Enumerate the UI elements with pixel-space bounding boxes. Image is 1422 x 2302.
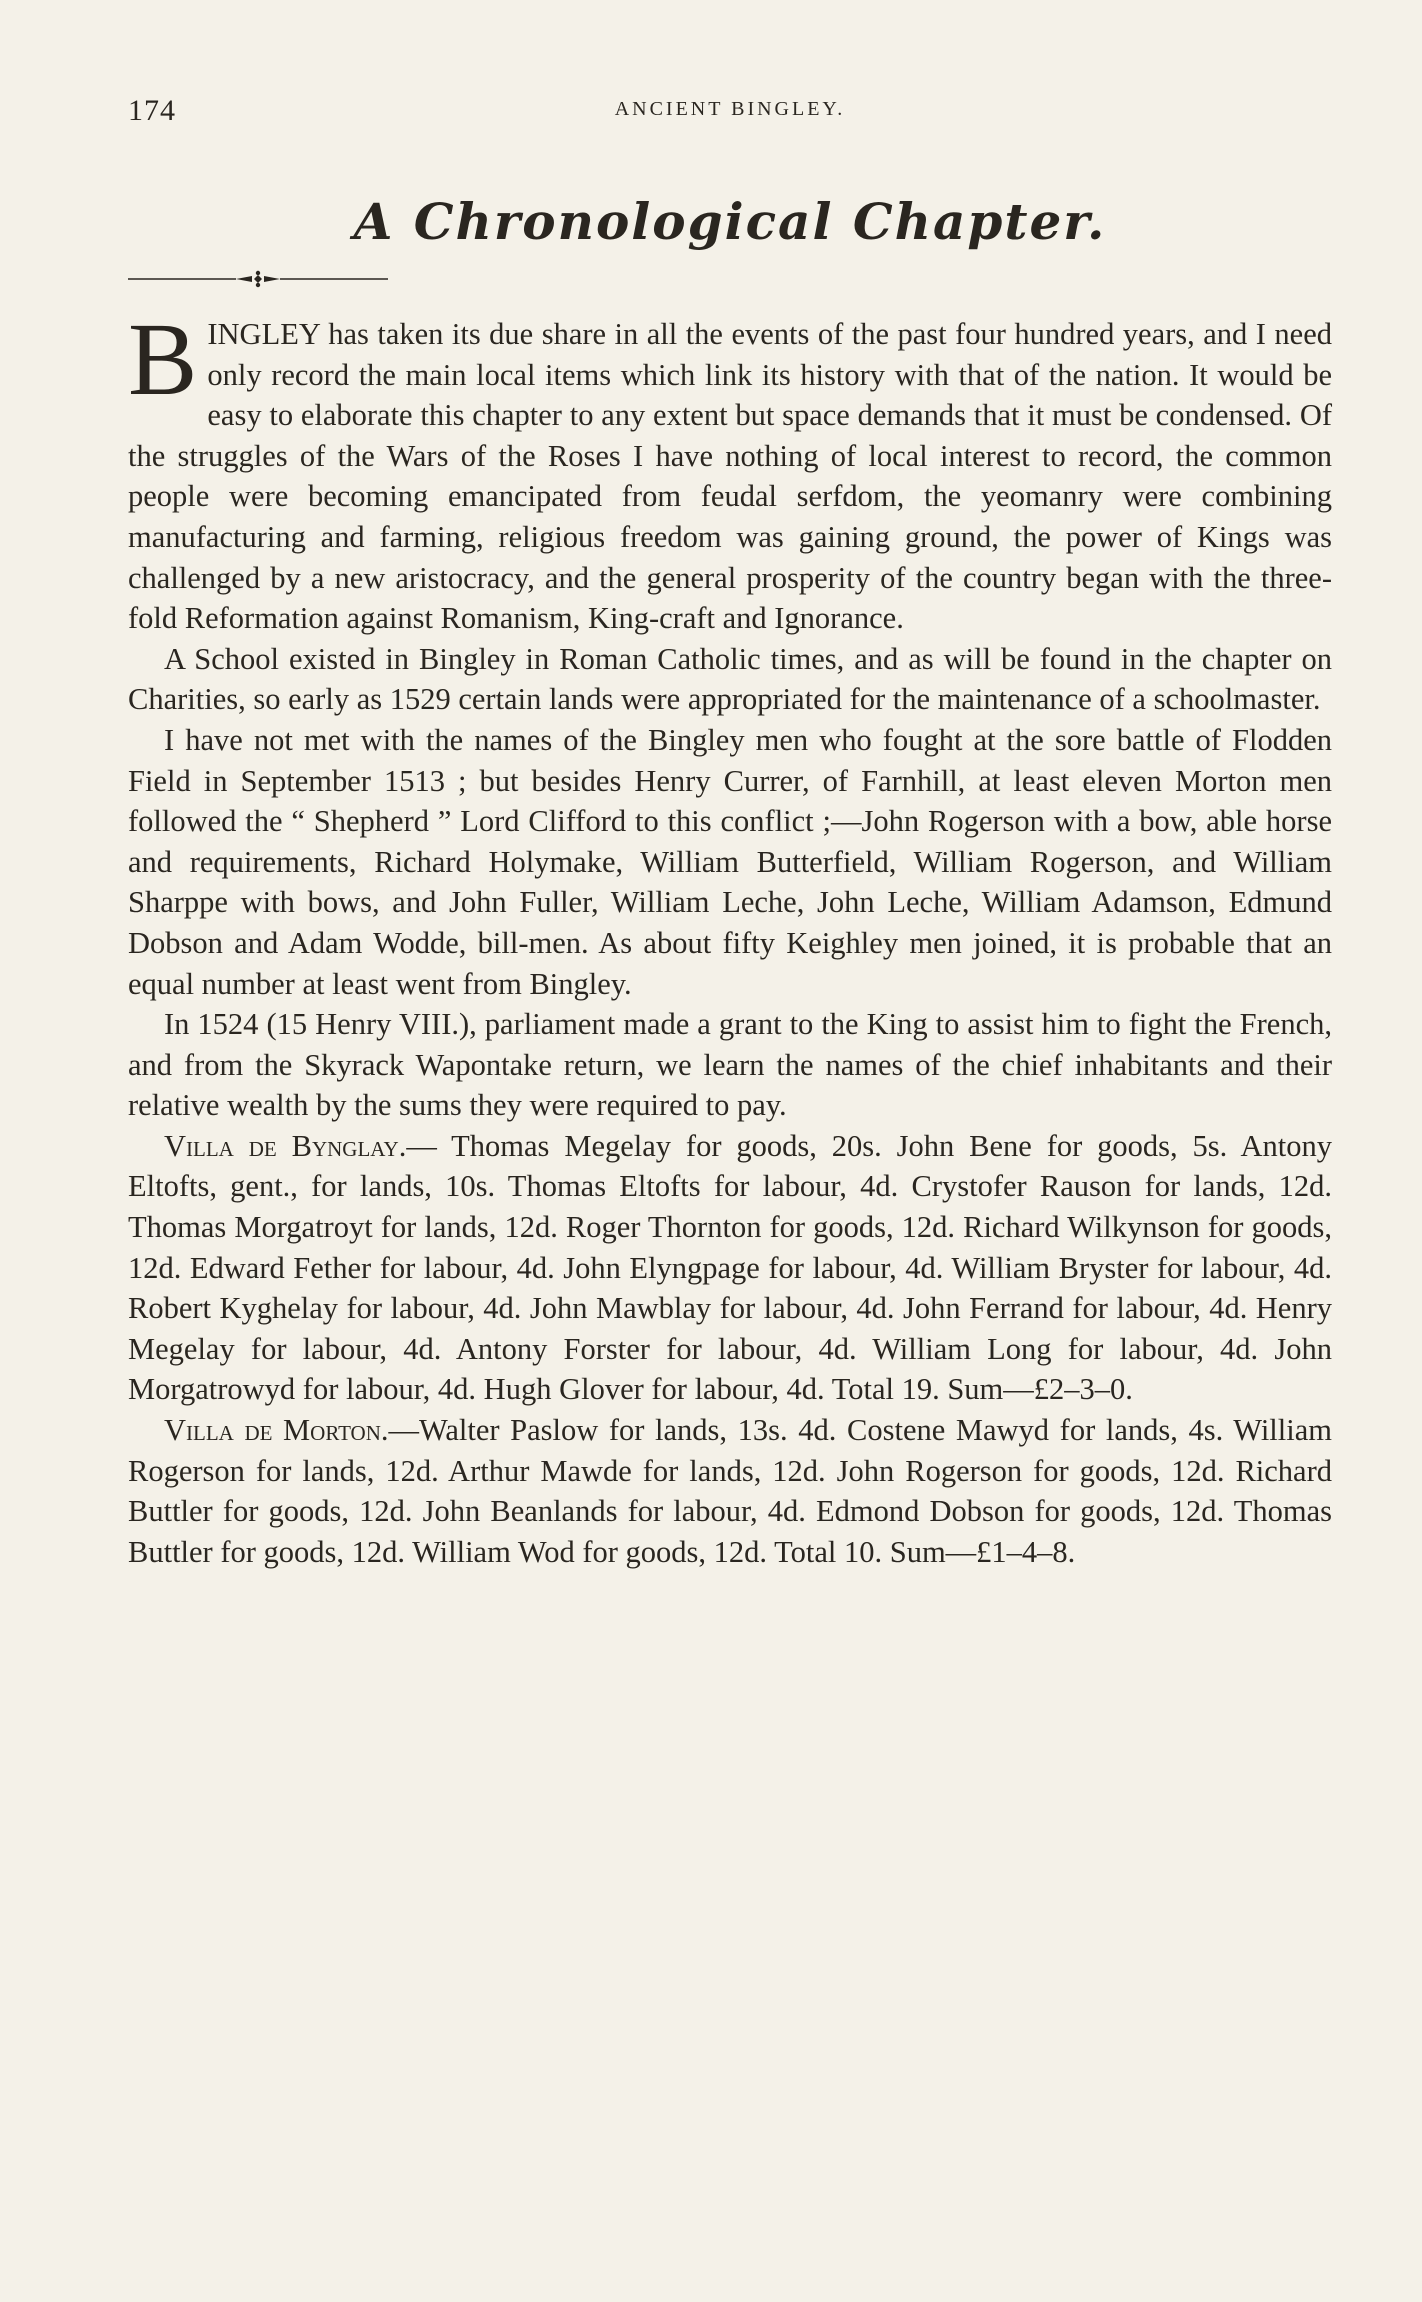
paragraph-villa-morton [128,1410,1332,1572]
running-head [128,88,1332,128]
page-number: 174 [128,94,176,127]
paragraph-intro-text: INGLEY has taken its due share in all the events of the past four hundred years, and I need only record the main local items which link its history with that of the nation. It would be easy to elaborate this chapter to any extent but space demands that it must be condensed. Of the struggles of the Wars of the Roses I have nothing of local interest to record, the common people were becoming emancipated from feudal serfdom, the yeomanry were combining manufacturing and farming, religious freedom was gaining ground, the power of Kings was challenged by a new aristocracy, and the general prosperity of the country began with the three-fold Reformation against Romanism, King-craft and Ignorance. [128,317,1332,636]
villa-bynglay-heading: Villa de Bynglay. [164,1128,407,1163]
paragraph-school: A School existed in Bingley in Roman Catholic times, and as will be found in the chapter on Charities, so early as 1529 certain lands were appropriated for the maintenance of a schoolmaster. [128,641,1332,717]
villa-morton-heading: Villa de Morton. [164,1413,389,1448]
title-ornament-divider [128,269,388,289]
paragraph-subsidy: In 1524 (15 Henry VIII.), parliament made a grant to the King to assist him to fight the French, and from the Skyrack Wapontake return, we learn the names of the chief inhabitants and their relative wealth by the sums they were required to pay. [128,1007,1332,1123]
paragraph-flodden: I have not met with the names of the Bingley men who fought at the sore battle of Flodden Field in September 1513 ; but besides Henry Currer, of Farnhill, at least eleven Morton men followed the “ Shepherd ” Lord Clifford to this conflict ;—John Rogerson with a bow, able horse and requirements, Richard Holymake, William Butterfield, William Rogerson, and William Sharppe with bows, and John Fuller, William Leche, John Leche, William Adamson, Edmund Dobson and Adam Wodde, bill-men. As about fifty Keighley men joined, it is probable that an equal number at least went from Bingley. [128,722,1332,1001]
page [128,88,1332,1572]
body-text [128,302,1333,1572]
chapter-title: A Chronological Chapter. [353,192,1107,251]
paragraph-intro [128,302,1332,639]
drop-cap: B [128,302,198,417]
villa-bynglay-text: — Thomas Megelay for goods, 20s. John Bene for goods, 5s. Antony Eltofts, gent., for lands, 10s. Thomas Eltofts for labour, 4d. Crystofer Rauson for lands, 12d. Thomas Morgatroyt for lands, 12d. Roger Thornton for goods, 12d. Richard Wilkynson for goods, 12d. Edward Fether for labour, 4d. John Elyngpage for labour, 4d. William Bryster for labour, 4d. Robert Kyghelay for labour, 4d. John Mawblay for labour, 4d. John Ferrand for labour, 4d. Henry Megelay for labour, 4d. Antony Forster for labour, 4d. William Long for labour, 4d. John Morgatrowyd for labour, 4d. Hugh Glover for labour, 4d. Total 19. Sum—£2–3–0. [128,1128,1333,1407]
villa-morton-text: —Walter Paslow for lands, 13s. 4d. Costene Mawyd for lands, 4s. William Rogerson for lands, 12d. Arthur Mawde for lands, 12d. John Rogerson for goods, 12d. Richard Buttler for goods, 12d. John Beanlands for labour, 4d. Edmond Dobson for goods, 12d. Thomas Buttler for goods, 12d. William Wod for goods, 12d. Total 10. Sum—£1–4–8. [128,1413,1332,1569]
running-title: ANCIENT BINGLEY. [614,98,846,120]
paragraph-villa-bynglay [128,1126,1332,1410]
